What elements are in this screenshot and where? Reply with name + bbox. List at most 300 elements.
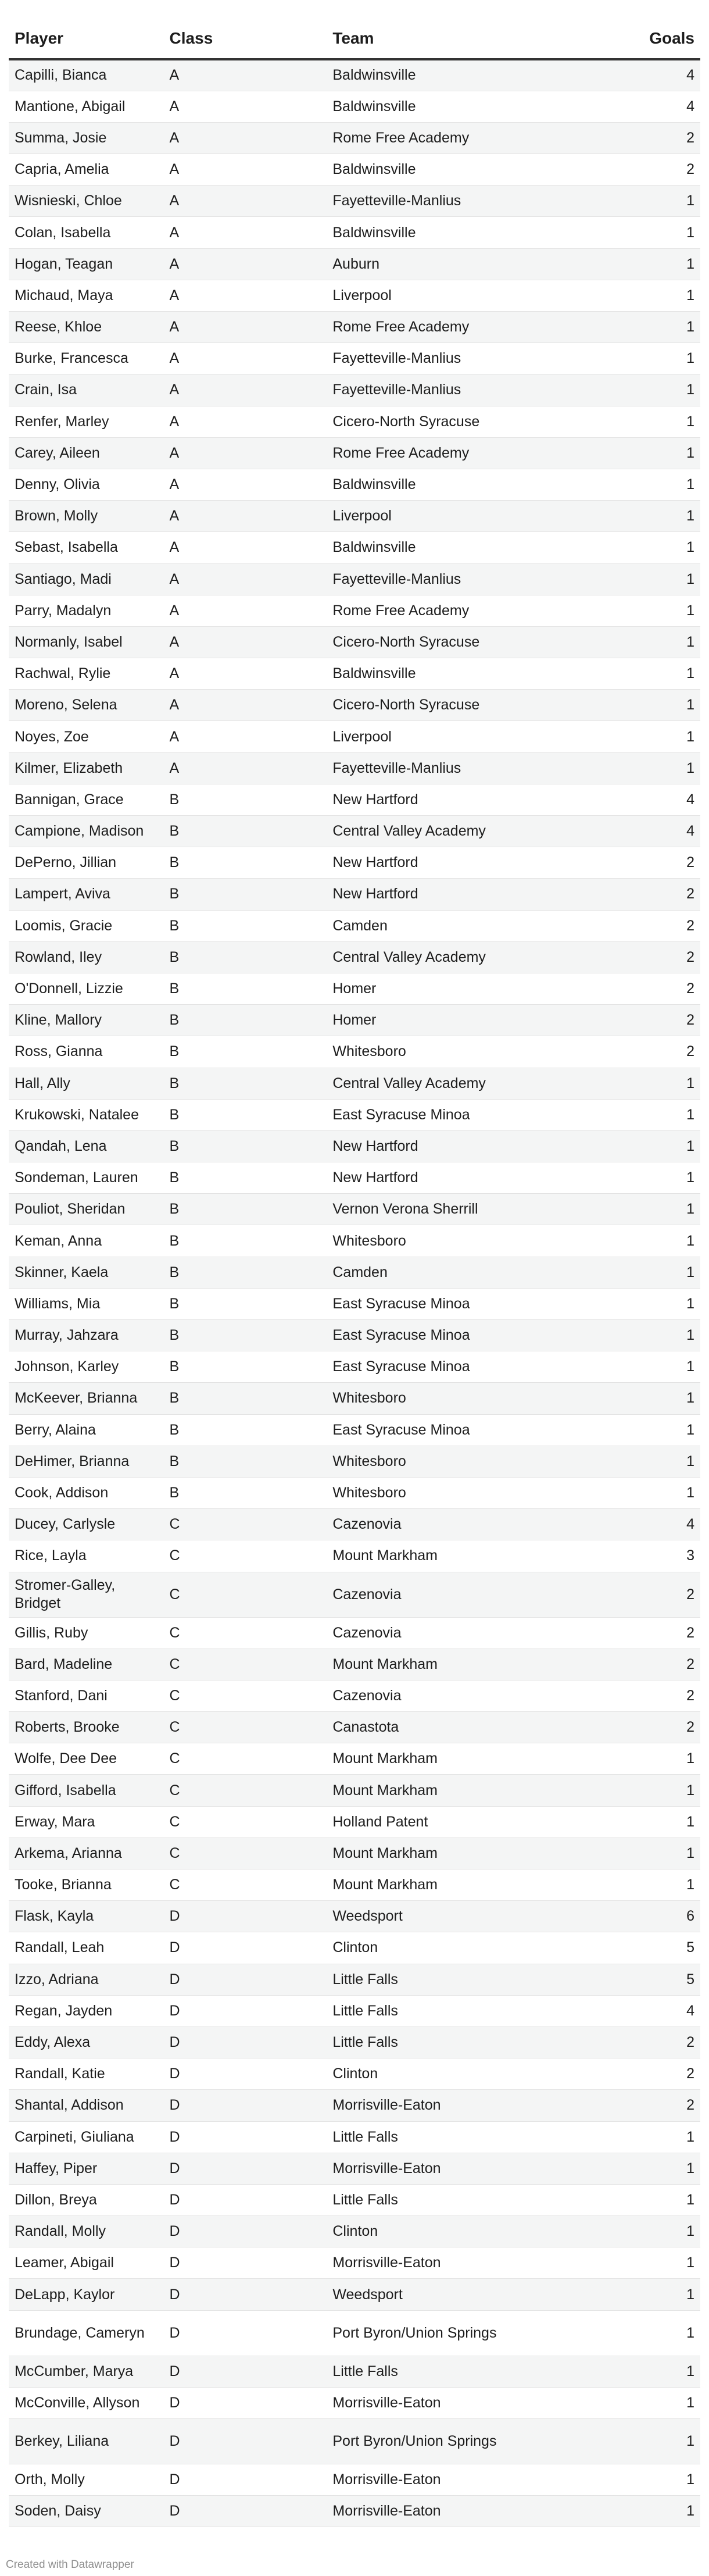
cell-goals: 4 <box>566 784 700 815</box>
cell-team: Rome Free Academy <box>327 312 566 343</box>
cell-team: Port Byron/Union Springs <box>327 2310 566 2356</box>
cell-player: Cook, Addison <box>9 1477 164 1508</box>
cell-class: B <box>164 973 327 1004</box>
table-row <box>9 2419 700 2464</box>
cell-class: D <box>164 2153 327 2184</box>
table-row <box>9 1257 700 1288</box>
cell-team: New Hartford <box>327 1162 566 1194</box>
cell-team: Baldwinsville <box>327 532 566 563</box>
table-body <box>9 59 700 2527</box>
cell-goals: 1 <box>566 752 700 784</box>
cell-goals: 1 <box>566 469 700 500</box>
cell-player: Moreno, Selena <box>9 690 164 721</box>
cell-goals: 5 <box>566 1932 700 1964</box>
cell-goals: 1 <box>566 626 700 658</box>
cell-class: B <box>164 1130 327 1162</box>
cell-player: Randall, Leah <box>9 1932 164 1964</box>
cell-class: B <box>164 910 327 941</box>
cell-team: New Hartford <box>327 847 566 879</box>
cell-player: Gifford, Isabella <box>9 1775 164 1806</box>
cell-player: Burke, Francesca <box>9 343 164 374</box>
table-row <box>9 2153 700 2184</box>
cell-player: Rowland, Iley <box>9 941 164 973</box>
cell-goals: 1 <box>566 1414 700 1446</box>
table-row <box>9 1743 700 1775</box>
cell-player: Parry, Madalyn <box>9 595 164 626</box>
cell-player: Rachwal, Rylie <box>9 658 164 690</box>
cell-class: A <box>164 595 327 626</box>
table-row <box>9 658 700 690</box>
cell-goals: 1 <box>566 1775 700 1806</box>
cell-class: D <box>164 2356 327 2387</box>
cell-player: Flask, Kayla <box>9 1901 164 1932</box>
cell-team: Mount Markham <box>327 1540 566 1572</box>
cell-class: B <box>164 784 327 815</box>
cell-player: Ducey, Carlysle <box>9 1509 164 1540</box>
cell-player: Izzo, Adriana <box>9 1964 164 1995</box>
table-row <box>9 1068 700 1099</box>
cell-player: Keman, Anna <box>9 1225 164 1257</box>
cell-goals: 1 <box>566 658 700 690</box>
cell-player: Loomis, Gracie <box>9 910 164 941</box>
cell-player: Colan, Isabella <box>9 217 164 248</box>
cell-player: Johnson, Karley <box>9 1351 164 1383</box>
cell-class: D <box>164 1901 327 1932</box>
cell-goals: 2 <box>566 2090 700 2121</box>
cell-goals: 1 <box>566 1383 700 1414</box>
cell-team: Whitesboro <box>327 1036 566 1068</box>
cell-team: Cazenovia <box>327 1509 566 1540</box>
cell-team: Baldwinsville <box>327 658 566 690</box>
cell-goals: 1 <box>566 501 700 532</box>
cell-class: D <box>164 2184 327 2215</box>
cell-goals: 1 <box>566 1288 700 1319</box>
cell-class: A <box>164 690 327 721</box>
cell-team: Whitesboro <box>327 1477 566 1508</box>
cell-team: Vernon Verona Sherrill <box>327 1194 566 1225</box>
cell-team: Homer <box>327 1005 566 1036</box>
cell-player: Noyes, Zoe <box>9 721 164 752</box>
cell-goals: 1 <box>566 1068 700 1099</box>
cell-team: Cazenovia <box>327 1572 566 1617</box>
cell-team: Mount Markham <box>327 1743 566 1775</box>
cell-goals: 2 <box>566 910 700 941</box>
cell-class: D <box>164 1995 327 2026</box>
cell-player: Berry, Alaina <box>9 1414 164 1446</box>
cell-class: D <box>164 2279 327 2310</box>
cell-goals: 2 <box>566 973 700 1004</box>
table-row <box>9 1383 700 1414</box>
cell-player: Haffey, Piper <box>9 2153 164 2184</box>
cell-player: Lampert, Aviva <box>9 879 164 910</box>
cell-player: Murray, Jahzara <box>9 1320 164 1351</box>
cell-goals: 1 <box>566 374 700 406</box>
cell-class: D <box>164 1964 327 1995</box>
cell-team: East Syracuse Minoa <box>327 1351 566 1383</box>
cell-team: New Hartford <box>327 879 566 910</box>
cell-team: Morrisville-Eaton <box>327 2090 566 2121</box>
cell-player: Stanford, Dani <box>9 1680 164 1711</box>
cell-class: D <box>164 2216 327 2247</box>
cell-team: Homer <box>327 973 566 1004</box>
cell-class: C <box>164 1680 327 1711</box>
cell-class: A <box>164 280 327 311</box>
cell-team: Cazenovia <box>327 1680 566 1711</box>
cell-goals: 1 <box>566 595 700 626</box>
cell-team: Fayetteville-Manlius <box>327 752 566 784</box>
table-row <box>9 374 700 406</box>
cell-player: Brown, Molly <box>9 501 164 532</box>
cell-class: D <box>164 2310 327 2356</box>
cell-player: Kline, Mallory <box>9 1005 164 1036</box>
cell-player: Randall, Katie <box>9 2058 164 2090</box>
cell-class: A <box>164 185 327 217</box>
cell-team: Liverpool <box>327 280 566 311</box>
table-row <box>9 1712 700 1743</box>
cell-class: C <box>164 1509 327 1540</box>
cell-team: Liverpool <box>327 501 566 532</box>
cell-player: Stromer-Galley, Bridget <box>9 1572 164 1617</box>
header-team[interactable]: Team <box>327 0 566 59</box>
table-row <box>9 406 700 437</box>
cell-class: A <box>164 248 327 280</box>
cell-goals: 1 <box>566 185 700 217</box>
cell-player: Bard, Madeline <box>9 1649 164 1680</box>
table-row <box>9 343 700 374</box>
cell-class: B <box>164 879 327 910</box>
table-row <box>9 879 700 910</box>
cell-goals: 1 <box>566 2216 700 2247</box>
cell-goals: 2 <box>566 847 700 879</box>
cell-goals: 4 <box>566 1509 700 1540</box>
cell-team: Whitesboro <box>327 1225 566 1257</box>
cell-class: D <box>164 2090 327 2121</box>
table-row <box>9 1477 700 1508</box>
cell-team: East Syracuse Minoa <box>327 1414 566 1446</box>
cell-class: B <box>164 1068 327 1099</box>
table-row <box>9 973 700 1004</box>
cell-player: Wisnieski, Chloe <box>9 185 164 217</box>
table-row <box>9 1320 700 1351</box>
cell-goals: 1 <box>566 406 700 437</box>
cell-goals: 6 <box>566 1901 700 1932</box>
cell-player: Orth, Molly <box>9 2464 164 2496</box>
goals-table <box>9 0 700 2527</box>
cell-goals: 2 <box>566 2058 700 2090</box>
cell-team: Little Falls <box>327 1964 566 1995</box>
cell-team: Morrisville-Eaton <box>327 2247 566 2279</box>
table-row <box>9 1036 700 1068</box>
cell-class: D <box>164 1932 327 1964</box>
cell-class: A <box>164 91 327 122</box>
cell-team: Little Falls <box>327 1995 566 2026</box>
cell-goals: 1 <box>566 1446 700 1477</box>
cell-class: A <box>164 122 327 154</box>
table-row <box>9 501 700 532</box>
cell-class: A <box>164 154 327 185</box>
table-row <box>9 280 700 311</box>
cell-player: McCumber, Marya <box>9 2356 164 2387</box>
cell-class: C <box>164 1869 327 1901</box>
cell-class: D <box>164 2387 327 2418</box>
table-row <box>9 1162 700 1194</box>
cell-goals: 1 <box>566 1806 700 1838</box>
cell-goals: 2 <box>566 2026 700 2058</box>
cell-class: C <box>164 1775 327 1806</box>
table-row <box>9 721 700 752</box>
table-row <box>9 1509 700 1540</box>
cell-class: B <box>164 1162 327 1194</box>
cell-class: B <box>164 1383 327 1414</box>
cell-player: Eddy, Alexa <box>9 2026 164 2058</box>
cell-player: Tooke, Brianna <box>9 1869 164 1901</box>
cell-goals: 2 <box>566 1649 700 1680</box>
table-row <box>9 626 700 658</box>
cell-goals: 4 <box>566 59 700 91</box>
cell-class: C <box>164 1617 327 1649</box>
table-row <box>9 2310 700 2356</box>
table-row <box>9 1649 700 1680</box>
cell-goals: 1 <box>566 563 700 595</box>
table-row <box>9 2121 700 2153</box>
table-row <box>9 1351 700 1383</box>
cell-player: Berkey, Liliana <box>9 2419 164 2464</box>
cell-player: Mantione, Abigail <box>9 91 164 122</box>
cell-player: Summa, Josie <box>9 122 164 154</box>
cell-goals: 1 <box>566 312 700 343</box>
cell-player: Krukowski, Natalee <box>9 1099 164 1130</box>
table-row <box>9 595 700 626</box>
cell-player: Crain, Isa <box>9 374 164 406</box>
cell-team: Cicero-North Syracuse <box>327 406 566 437</box>
cell-player: Carey, Aileen <box>9 437 164 469</box>
cell-player: Erway, Mara <box>9 1806 164 1838</box>
table-row <box>9 2184 700 2215</box>
cell-class: A <box>164 406 327 437</box>
cell-goals: 1 <box>566 532 700 563</box>
cell-team: Clinton <box>327 2058 566 2090</box>
cell-goals: 1 <box>566 280 700 311</box>
cell-goals: 1 <box>566 343 700 374</box>
cell-player: Wolfe, Dee Dee <box>9 1743 164 1775</box>
cell-team: Central Valley Academy <box>327 1068 566 1099</box>
cell-player: Roberts, Brooke <box>9 1712 164 1743</box>
cell-team: Baldwinsville <box>327 217 566 248</box>
cell-class: C <box>164 1649 327 1680</box>
cell-player: Ross, Gianna <box>9 1036 164 1068</box>
cell-class: B <box>164 1414 327 1446</box>
cell-player: Qandah, Lena <box>9 1130 164 1162</box>
cell-goals: 2 <box>566 1680 700 1711</box>
cell-team: Fayetteville-Manlius <box>327 185 566 217</box>
cell-team: Baldwinsville <box>327 91 566 122</box>
cell-team: East Syracuse Minoa <box>327 1320 566 1351</box>
cell-team: Fayetteville-Manlius <box>327 374 566 406</box>
cell-player: Capilli, Bianca <box>9 59 164 91</box>
table-row <box>9 248 700 280</box>
header-goals[interactable]: Goals <box>566 0 700 59</box>
cell-team: Morrisville-Eaton <box>327 2496 566 2527</box>
cell-class: B <box>164 1099 327 1130</box>
table-row <box>9 1806 700 1838</box>
cell-player: Brundage, Cameryn <box>9 2310 164 2356</box>
cell-goals: 1 <box>566 248 700 280</box>
cell-player: Rice, Layla <box>9 1540 164 1572</box>
cell-player: Hall, Ally <box>9 1068 164 1099</box>
cell-player: Dillon, Breya <box>9 2184 164 2215</box>
cell-class: A <box>164 343 327 374</box>
cell-goals: 1 <box>566 690 700 721</box>
cell-goals: 1 <box>566 1869 700 1901</box>
cell-goals: 1 <box>566 2496 700 2527</box>
cell-team: Clinton <box>327 2216 566 2247</box>
cell-class: A <box>164 501 327 532</box>
cell-class: C <box>164 1572 327 1617</box>
cell-class: A <box>164 374 327 406</box>
cell-goals: 2 <box>566 1036 700 1068</box>
cell-team: Auburn <box>327 248 566 280</box>
cell-goals: 1 <box>566 1162 700 1194</box>
cell-class: A <box>164 752 327 784</box>
cell-team: Little Falls <box>327 2121 566 2153</box>
table-row <box>9 1901 700 1932</box>
cell-player: Bannigan, Grace <box>9 784 164 815</box>
cell-class: B <box>164 1225 327 1257</box>
cell-class: A <box>164 658 327 690</box>
cell-player: Denny, Olivia <box>9 469 164 500</box>
table-row <box>9 1225 700 1257</box>
cell-player: Santiago, Madi <box>9 563 164 595</box>
cell-class: D <box>164 2419 327 2464</box>
cell-player: Kilmer, Elizabeth <box>9 752 164 784</box>
cell-team: Central Valley Academy <box>327 816 566 847</box>
table-row <box>9 1617 700 1649</box>
table-row <box>9 2356 700 2387</box>
cell-goals: 1 <box>566 1320 700 1351</box>
cell-goals: 1 <box>566 2310 700 2356</box>
cell-team: Morrisville-Eaton <box>327 2464 566 2496</box>
cell-player: Skinner, Kaela <box>9 1257 164 1288</box>
table-header <box>9 0 700 59</box>
cell-player: Renfer, Marley <box>9 406 164 437</box>
cell-goals: 1 <box>566 1477 700 1508</box>
cell-class: B <box>164 816 327 847</box>
cell-class: D <box>164 2247 327 2279</box>
table-row <box>9 752 700 784</box>
table-row <box>9 59 700 91</box>
cell-goals: 2 <box>566 154 700 185</box>
cell-team: Canastota <box>327 1712 566 1743</box>
table-row <box>9 437 700 469</box>
cell-class: D <box>164 2464 327 2496</box>
cell-team: New Hartford <box>327 1130 566 1162</box>
table-row <box>9 2026 700 2058</box>
cell-team: Little Falls <box>327 2026 566 2058</box>
cell-goals: 4 <box>566 1995 700 2026</box>
table-row <box>9 910 700 941</box>
cell-player: Hogan, Teagan <box>9 248 164 280</box>
cell-class: B <box>164 1194 327 1225</box>
table-row <box>9 217 700 248</box>
table-row <box>9 941 700 973</box>
table-row <box>9 1099 700 1130</box>
cell-goals: 1 <box>566 1194 700 1225</box>
cell-goals: 1 <box>566 1130 700 1162</box>
table-row <box>9 2496 700 2527</box>
table-row <box>9 816 700 847</box>
datawrapper-credit[interactable]: Created with Datawrapper <box>6 2559 134 2571</box>
cell-team: Little Falls <box>327 2356 566 2387</box>
cell-class: A <box>164 721 327 752</box>
cell-goals: 2 <box>566 1572 700 1617</box>
cell-goals: 2 <box>566 1617 700 1649</box>
cell-goals: 1 <box>566 2387 700 2418</box>
cell-goals: 1 <box>566 2279 700 2310</box>
cell-team: Mount Markham <box>327 1838 566 1869</box>
cell-team: Cazenovia <box>327 1617 566 1649</box>
cell-team: East Syracuse Minoa <box>327 1099 566 1130</box>
header-row <box>9 0 700 59</box>
cell-team: Morrisville-Eaton <box>327 2387 566 2418</box>
cell-player: Reese, Khloe <box>9 312 164 343</box>
cell-player: Williams, Mia <box>9 1288 164 1319</box>
table-row <box>9 2464 700 2496</box>
cell-team: Port Byron/Union Springs <box>327 2419 566 2464</box>
table-row <box>9 1869 700 1901</box>
header-class[interactable]: Class <box>164 0 327 59</box>
cell-team: Mount Markham <box>327 1649 566 1680</box>
cell-class: C <box>164 1743 327 1775</box>
table-row <box>9 1130 700 1162</box>
cell-goals: 1 <box>566 2184 700 2215</box>
cell-class: A <box>164 437 327 469</box>
cell-class: A <box>164 532 327 563</box>
cell-class: B <box>164 941 327 973</box>
cell-player: O'Donnell, Lizzie <box>9 973 164 1004</box>
cell-player: Michaud, Maya <box>9 280 164 311</box>
cell-goals: 3 <box>566 1540 700 1572</box>
cell-team: Morrisville-Eaton <box>327 2153 566 2184</box>
cell-class: B <box>164 1351 327 1383</box>
header-player[interactable]: Player <box>9 0 164 59</box>
table-row <box>9 2247 700 2279</box>
table-row <box>9 2387 700 2418</box>
cell-team: Mount Markham <box>327 1775 566 1806</box>
table-row <box>9 690 700 721</box>
cell-team: Liverpool <box>327 721 566 752</box>
table-row <box>9 1288 700 1319</box>
cell-goals: 1 <box>566 721 700 752</box>
cell-team: Central Valley Academy <box>327 941 566 973</box>
table-row <box>9 185 700 217</box>
cell-class: D <box>164 2058 327 2090</box>
cell-team: New Hartford <box>327 784 566 815</box>
cell-team: Rome Free Academy <box>327 437 566 469</box>
table-row <box>9 1838 700 1869</box>
cell-team: Weedsport <box>327 2279 566 2310</box>
cell-class: B <box>164 1446 327 1477</box>
table-row <box>9 1414 700 1446</box>
cell-goals: 1 <box>566 2247 700 2279</box>
cell-player: Pouliot, Sheridan <box>9 1194 164 1225</box>
table-row <box>9 2090 700 2121</box>
cell-team: Whitesboro <box>327 1446 566 1477</box>
table-row <box>9 2216 700 2247</box>
cell-class: C <box>164 1838 327 1869</box>
cell-class: D <box>164 2496 327 2527</box>
cell-goals: 2 <box>566 941 700 973</box>
cell-class: B <box>164 1257 327 1288</box>
